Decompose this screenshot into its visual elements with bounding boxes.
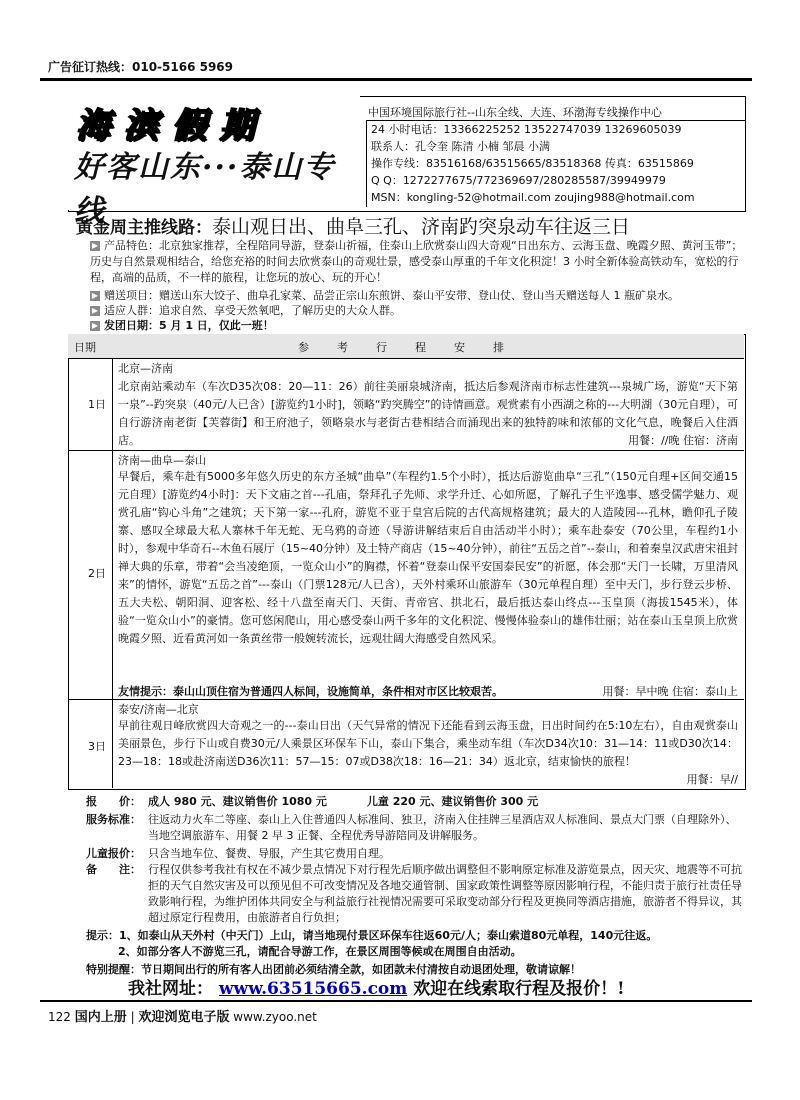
child-text: 只含当地车位、餐费、导服，产生其它费用自理。 xyxy=(148,847,390,860)
contact-persons: 联系人：孔令奎 陈清 小楠 邹晨 小满 xyxy=(371,140,550,153)
tip-1: 1、如泰山从天外村（中天门）上山，请当地现付景区环保车往返60元/人；泰山索道80元单程，140元往返。 xyxy=(119,929,658,942)
feature-text: 北京独家推荐，全程陪同导游，登泰山祈福，住泰山上欣赏泰山四大奇观“日出东方、云海玉盘、晚霞夕照、黄河玉带”；历史与自然景观相结合，给您充裕的时间去欣赏泰山的奇观壮景，感受泰山厚重的千年文化积淀！3 小时全新体验高铁动车，宽松的行程，高端的品质，不一样的旅程，让您玩的放心、玩的开心！ xyxy=(90,239,743,284)
contact-msn: MSN：kongling-52@hotmail.com zoujing988@hotmail.com xyxy=(371,191,695,204)
website-line xyxy=(128,974,625,999)
service-row xyxy=(86,812,746,846)
brand-title: 海滨假期 xyxy=(76,106,268,146)
tip-2: 2、如部分客人不游览三孔，请配合导游工作，在景区周围等候或在周围自由活动。 xyxy=(118,945,522,958)
day-label: 2日 xyxy=(88,567,106,580)
day-description: 早前往观日峰欣赏四大奇观之一的---泰山日出（天气异常的情况下还能看到云海玉盘，日出时间约在5:10左右），自由观赏泰山美丽景色，步行下山或自费30元/人乘景区环保车下山，泰山下集合，乘坐动车组（车次D34次10：31—14：11或D30次14：23—18：18或赴济南送D36次11：57—15：07或D38次18：16—21：34）返北京，结束愉快的旅程！ xyxy=(118,719,738,768)
price-adult: 成人 980 元、建议销售价 1080 元 xyxy=(148,795,327,808)
bottom-divider xyxy=(40,1000,752,1002)
contact-block xyxy=(366,120,745,207)
website-prefix: 我社网址： xyxy=(128,979,213,999)
day-footer xyxy=(118,683,738,699)
itinerary-header xyxy=(68,334,744,359)
page-footer xyxy=(48,1006,317,1025)
day-label: 1日 xyxy=(88,398,106,411)
day-title: 济南—曲阜—泰山 xyxy=(118,454,206,467)
day-label: 3日 xyxy=(88,740,106,753)
brand-slogan: 好客山东···泰山专线 xyxy=(74,150,336,229)
feature-highlight xyxy=(90,238,750,286)
price-values xyxy=(148,794,746,810)
date-header: 日期 xyxy=(74,341,96,354)
route-label: 黄金周主推线路： xyxy=(76,218,212,238)
feature-label: 产品特色： xyxy=(104,239,159,252)
arrow-icon: ▶ xyxy=(91,241,99,250)
day-meals: 用餐：早中晚 住宿：泰山上 xyxy=(602,685,738,698)
departure-text: 发团日期：5 月 1 日，仅此一班！ xyxy=(104,319,274,332)
day-divider xyxy=(68,450,744,451)
agency-line: 中国环境国际旅行社--山东全线、大连、环渤海专线操作中心 xyxy=(368,106,662,119)
audience-text: 适应人群：追求自然、享受天然氧吧，了解历史的大众人群。 xyxy=(104,304,401,317)
day-title: 北京—济南 xyxy=(118,362,173,375)
contact-qq: Q Q：1272277675/772369697/280285587/39949979 xyxy=(371,174,666,187)
day-meals: 用餐：//晚 住宿：济南 xyxy=(628,434,738,447)
day-tip: 友情提示：泰山山顶住宿为普通四人标间，设施简单，条件相对市区比较艰苦。 xyxy=(118,685,503,698)
price-label: 报 价： xyxy=(86,795,141,808)
route-title xyxy=(76,212,630,239)
gifts-text: 赠送项目：赠送山东大饺子、曲阜孔家菜、品尝正宗山东煎饼、泰山平安带、登山仗、登山当天赠送每人 1 瓶矿泉水。 xyxy=(104,289,679,302)
day-divider xyxy=(68,699,744,700)
footer-separator: | xyxy=(130,1010,135,1024)
footer-section: 国内上册 xyxy=(74,1010,127,1025)
note-text: 行程仅供参考我社有权在不减少景点情况下对行程先后顺序做出调整但不影响原定标准及游览景点，因天灾、地震等不可抗拒的天气自然灾害及可以预见但不可改变情况及各地交通管制、国家政策性调整等原因影响行程，不能归责于旅行社责任导致影响行程，为维护团体共同安全与利益旅行社视情况需要可采取变动部分行程及更换同等酒店措施，旅游者不得异议，其超过原定行程费用，由旅游者自行负担； xyxy=(148,863,742,924)
note-label: 备 注： xyxy=(86,863,141,876)
tip-row-2 xyxy=(118,944,778,960)
contact-phone: 24 小时电话：13366225252 13522747039 13269605039 xyxy=(371,123,682,136)
price-child: 儿童 220 元、建议销售价 300 元 xyxy=(366,795,539,808)
day-title: 泰安/济南—北京 xyxy=(118,703,199,716)
tip-label: 提示： xyxy=(86,929,119,942)
day-description: 北京南站乘动车（车次D35次08：20—11：26）前往美丽泉城济南，抵达后参观济南市标志性建筑---泉城广场，游览“天下第一泉”--趵突泉（40元/人已含）[游览约1小时]，领略“趵突腾空”的诗情画意。观赏素有小西湖之称的---大明湖（30元自理），可自行游济南老街【芙蓉街】和王府池子，领略泉水与老街古巷相结合而涌现出来的独特韵味和浓郁的文化气息，晚餐后入住酒店。 xyxy=(118,380,738,447)
service-text: 往返动力火车二等座、泰山上入住普通四人标准间、独卫，济南入住挂牌三星酒店双人标准间、景点大门票（自理除外）、当地空调旅游车、用餐 2 早 3 正餐、全程优秀导游陪同及讲解服务。 xyxy=(148,813,737,842)
route-name: 泰山观日出、曲阜三孔、济南趵突泉动车往返三日 xyxy=(212,216,631,238)
footer-url[interactable]: www.zyoo.net xyxy=(233,1010,317,1024)
arrow-icon: ▶ xyxy=(91,291,99,300)
page-number: 122 xyxy=(48,1010,71,1024)
top-divider xyxy=(40,78,752,81)
day-description: 早餐后，乘车赴有5000多年悠久历史的东方圣城“曲阜”（车程约1.5个小时），抵达后游览曲阜“三孔”（150元自理+区间交通15元自理）[游览约4小时]：天下文庙之首---孔庙，祭拜孔子先师、求学升迁、心如所愿，了解孔子生平逸事、感受儒学魅力、观赏孔庙“钩心斗角”之建筑；天下第一家---孔府，游览不亚于皇宫后院的古代高规格建筑；最大的人造陵园---孔林，瞻仰孔子陵寨、感叹全球最大私人寨林千年无蛇、无乌鸦的奇迹（导游讲解结束后自由活动半小时）；乘车赴泰安（70公里，车程约1小时），参观中华奇石--木鱼石展厅（15~40分钟）及土特产商店（15~40分钟），前往“五岳之首”--泰山，和着秦皇汉武唐宋祖封禅大典的乐章，带着“会当凌绝顶，一览众山小”的胸襟，怀着“登泰山保平安国泰民安”的祈愿，体会那“天门一长啸，万里清风来”的情怀，游览“五岳之首”---泰山（门票128元/人已含），天外村乘环山旅游车（30元单程自理）至中天门，步行登云步桥、五大夫松、朝阳洞、迎客松、经十八盘至南天门、天街、青帝宫、拱北石，最后抵达泰山终点---玉皇顶（海拔1545米），体验“一览众山小”的豪情。您可悠闲爬山，用心感受泰山两千多年的文化积淀、慢慢体验泰山的雄伟壮丽；站在泰山玉皇顶上欣赏晚霞夕照、近看黄河如一条黄丝带一般婉转流长，远观壮阔大海感受自然风采。 xyxy=(118,470,738,645)
feature-departure xyxy=(90,318,274,334)
website-suffix: 欢迎在线索取行程及报价！! xyxy=(413,979,625,999)
tip-row xyxy=(86,928,746,944)
note-row xyxy=(86,862,746,926)
day-meals: 用餐：早// xyxy=(686,773,738,786)
feature-audience xyxy=(90,303,401,319)
day-column-divider xyxy=(112,358,113,788)
contact-ops: 操作专线：83516168/63515665/83518368 传真：63515869 xyxy=(371,157,694,170)
service-label: 服务标准： xyxy=(86,813,141,826)
arrow-icon: ▶ xyxy=(91,321,99,330)
special-text: 特别提醒：节日期间出行的所有客人出团前必须结清全款，如团款未付清按自动退团处理，敬请谅解！ xyxy=(86,963,581,976)
website-link[interactable]: www.63515665.com xyxy=(218,979,408,999)
child-label: 儿童报价： xyxy=(86,847,141,860)
arrow-icon: ▶ xyxy=(91,306,99,315)
footer-text: 欢迎浏览电子版 xyxy=(138,1010,230,1025)
ad-hotline: 广告征订热线：010-5166 5969 xyxy=(48,60,234,74)
content-header: 参考行程安排 xyxy=(298,341,532,354)
feature-gifts xyxy=(90,288,750,304)
